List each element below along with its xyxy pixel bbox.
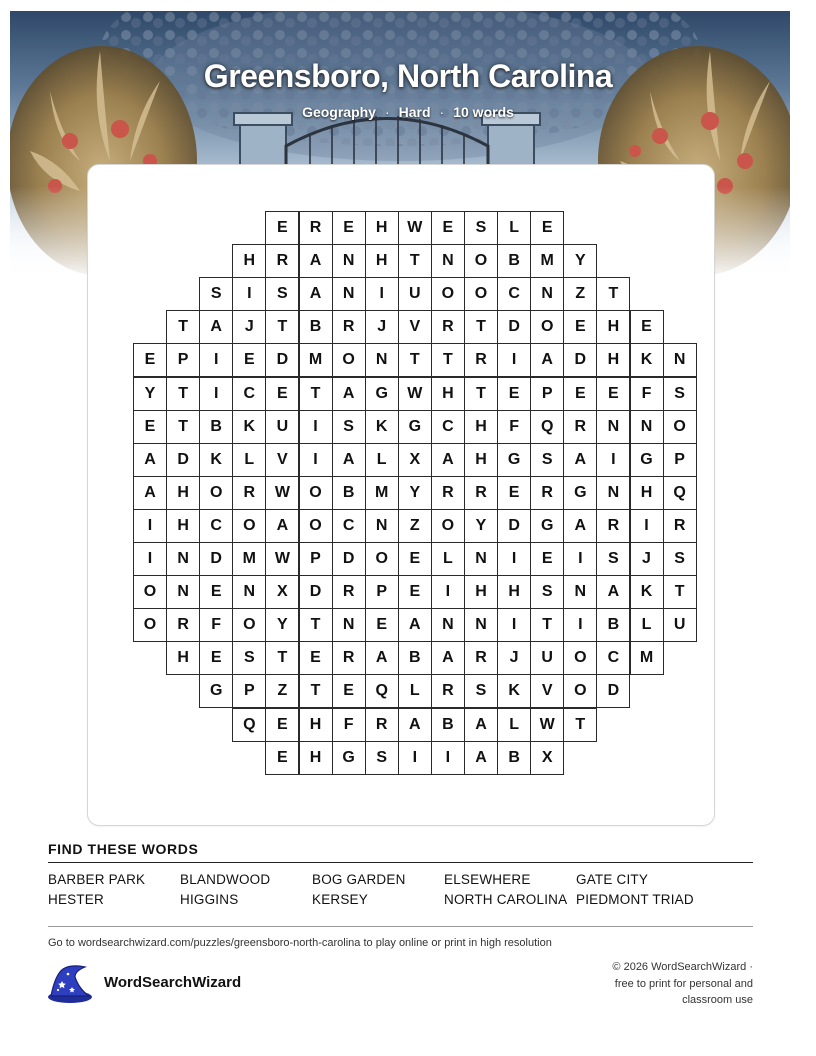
copyright-line: © 2026 WordSearchWizard ·	[612, 961, 753, 973]
grid-cell[interactable]: W	[398, 211, 432, 245]
grid-cell[interactable]: H	[464, 443, 498, 477]
meta-separator: ·	[439, 104, 445, 120]
grid-cell[interactable]: E	[497, 377, 531, 411]
grid-cell[interactable]: K	[232, 410, 266, 444]
grid-cell[interactable]: A	[464, 708, 498, 742]
grid-cell[interactable]: I	[232, 277, 266, 311]
grid-cell[interactable]: S	[663, 377, 697, 411]
grid-cell[interactable]: R	[563, 410, 597, 444]
grid-cell[interactable]: K	[630, 575, 664, 609]
grid-cell[interactable]: U	[398, 277, 432, 311]
grid-cell[interactable]: D	[265, 343, 299, 377]
grid-cell[interactable]: E	[232, 343, 266, 377]
grid-cell[interactable]: M	[232, 542, 266, 576]
grid-cell[interactable]: N	[563, 575, 597, 609]
wizard-hat-icon	[45, 963, 95, 1005]
grid-cell[interactable]: E	[199, 575, 233, 609]
grid-cell[interactable]: W	[530, 708, 564, 742]
grid-cell[interactable]: B	[431, 708, 465, 742]
grid-cell[interactable]: P	[166, 343, 200, 377]
grid-cell[interactable]: X	[265, 575, 299, 609]
grid-cell[interactable]: K	[365, 410, 399, 444]
grid-cell[interactable]: V	[265, 443, 299, 477]
grid-cell[interactable]: V	[398, 310, 432, 344]
word-list-item: ELSEWHERE	[444, 872, 531, 887]
grid-cell[interactable]: A	[464, 741, 498, 775]
grid-cell[interactable]: D	[199, 542, 233, 576]
grid-cell[interactable]: I	[630, 509, 664, 543]
grid-cell[interactable]: E	[398, 575, 432, 609]
grid-cell[interactable]: F	[332, 708, 366, 742]
grid-cell[interactable]: T	[166, 377, 200, 411]
grid-cell[interactable]: D	[497, 509, 531, 543]
grid-cell[interactable]: S	[530, 575, 564, 609]
grid-cell[interactable]: T	[299, 377, 333, 411]
grid-cell[interactable]: R	[431, 310, 465, 344]
grid-cell[interactable]: E	[596, 377, 630, 411]
grid-cell[interactable]: R	[431, 674, 465, 708]
grid-cell[interactable]: S	[464, 211, 498, 245]
grid-cell[interactable]: Q	[232, 708, 266, 742]
meta-separator: ·	[384, 104, 390, 120]
grid-cell[interactable]: I	[199, 377, 233, 411]
grid-cell[interactable]: N	[166, 542, 200, 576]
grid-cell[interactable]: G	[365, 377, 399, 411]
grid-cell[interactable]: L	[630, 608, 664, 642]
grid-cell[interactable]: O	[232, 509, 266, 543]
grid-cell[interactable]: H	[497, 575, 531, 609]
grid-cell[interactable]: G	[630, 443, 664, 477]
grid-cell[interactable]: A	[299, 277, 333, 311]
grid-cell[interactable]: J	[630, 542, 664, 576]
grid-cell[interactable]: I	[133, 509, 167, 543]
grid-cell[interactable]: A	[265, 509, 299, 543]
grid-cell[interactable]: L	[431, 542, 465, 576]
word-list-heading: FIND THESE WORDS	[48, 841, 199, 857]
grid-cell[interactable]: F	[199, 608, 233, 642]
grid-cell[interactable]: A	[332, 443, 366, 477]
grid-cell[interactable]: H	[596, 310, 630, 344]
grid-cell[interactable]: B	[497, 244, 531, 278]
grid-cell[interactable]: G	[563, 476, 597, 510]
grid-cell[interactable]: T	[299, 674, 333, 708]
grid-cell[interactable]: O	[199, 476, 233, 510]
grid-cell[interactable]: H	[596, 343, 630, 377]
grid-cell[interactable]: H	[299, 741, 333, 775]
grid-cell[interactable]: B	[497, 741, 531, 775]
grid-cell[interactable]: E	[630, 310, 664, 344]
grid-cell[interactable]: N	[596, 476, 630, 510]
grid-cell[interactable]: C	[199, 509, 233, 543]
grid-cell[interactable]: Y	[133, 377, 167, 411]
grid-cell[interactable]: B	[596, 608, 630, 642]
grid-cell[interactable]: T	[166, 310, 200, 344]
grid-cell[interactable]: O	[133, 608, 167, 642]
grid-cell[interactable]: A	[596, 575, 630, 609]
grid-cell[interactable]: R	[464, 476, 498, 510]
grid-cell[interactable]: U	[663, 608, 697, 642]
grid-cell[interactable]: G	[398, 410, 432, 444]
grid-cell[interactable]: S	[199, 277, 233, 311]
grid-cell[interactable]: A	[563, 509, 597, 543]
grid-cell[interactable]: C	[431, 410, 465, 444]
grid-cell[interactable]: N	[332, 244, 366, 278]
grid-cell[interactable]: B	[199, 410, 233, 444]
grid-cell[interactable]: R	[596, 509, 630, 543]
grid-cell[interactable]: E	[530, 542, 564, 576]
grid-cell[interactable]: M	[299, 343, 333, 377]
grid-cell[interactable]: N	[232, 575, 266, 609]
grid-cell[interactable]: I	[431, 741, 465, 775]
grid-cell[interactable]: O	[232, 608, 266, 642]
grid-cell[interactable]: N	[464, 608, 498, 642]
grid-cell[interactable]: N	[663, 343, 697, 377]
grid-cell[interactable]: T	[563, 708, 597, 742]
grid-cell[interactable]: N	[332, 608, 366, 642]
grid-cell[interactable]: R	[464, 641, 498, 675]
brand-name: WordSearchWizard	[104, 974, 242, 991]
grid-cell[interactable]: T	[596, 277, 630, 311]
grid-cell[interactable]: B	[398, 641, 432, 675]
grid-cell[interactable]: P	[232, 674, 266, 708]
grid-cell[interactable]: A	[133, 443, 167, 477]
footer-url-text: Go to wordsearchwizard.com/puzzles/greensboro-north-carolina to play online or print in high resolution	[48, 937, 552, 949]
grid-cell[interactable]: O	[530, 310, 564, 344]
grid-cell[interactable]: B	[332, 476, 366, 510]
grid-cell[interactable]: E	[265, 741, 299, 775]
grid-cell[interactable]: T	[464, 310, 498, 344]
grid-cell[interactable]: Z	[398, 509, 432, 543]
grid-cell[interactable]: E	[431, 211, 465, 245]
grid-cell[interactable]: E	[133, 410, 167, 444]
grid-cell[interactable]: O	[431, 509, 465, 543]
grid-cell[interactable]: R	[663, 509, 697, 543]
grid-cell[interactable]: L	[497, 211, 531, 245]
grid-cell[interactable]: E	[563, 310, 597, 344]
grid-cell[interactable]: Q	[365, 674, 399, 708]
word-list-item: KERSEY	[312, 892, 368, 907]
grid-cell[interactable]: T	[663, 575, 697, 609]
grid-cell[interactable]: L	[497, 708, 531, 742]
grid-cell[interactable]: A	[431, 443, 465, 477]
grid-cell[interactable]: S	[530, 443, 564, 477]
grid-cell[interactable]: O	[299, 509, 333, 543]
grid-cell[interactable]: J	[365, 310, 399, 344]
grid-cell[interactable]: N	[431, 244, 465, 278]
divider	[48, 926, 753, 927]
grid-cell[interactable]: O	[365, 542, 399, 576]
grid-cell[interactable]: E	[563, 377, 597, 411]
grid-cell[interactable]: O	[133, 575, 167, 609]
grid-cell[interactable]: E	[398, 542, 432, 576]
grid-cell[interactable]: N	[332, 277, 366, 311]
grid-cell[interactable]: O	[563, 674, 597, 708]
grid-cell[interactable]: D	[299, 575, 333, 609]
grid-cell[interactable]: H	[464, 410, 498, 444]
grid-cell[interactable]: M	[630, 641, 664, 675]
grid-cell[interactable]: U	[530, 641, 564, 675]
grid-cell[interactable]: T	[265, 641, 299, 675]
grid-cell[interactable]: N	[464, 542, 498, 576]
grid-cell[interactable]: R	[332, 310, 366, 344]
grid-cell[interactable]: H	[166, 509, 200, 543]
grid-cell[interactable]: I	[365, 277, 399, 311]
grid-cell[interactable]: O	[299, 476, 333, 510]
grid-cell[interactable]: V	[530, 674, 564, 708]
grid-cell[interactable]: G	[199, 674, 233, 708]
grid-cell[interactable]: F	[630, 377, 664, 411]
grid-cell[interactable]: P	[299, 542, 333, 576]
grid-cell[interactable]: R	[332, 641, 366, 675]
puzzle-meta	[0, 104, 816, 120]
grid-cell[interactable]: A	[563, 443, 597, 477]
grid-cell[interactable]: I	[497, 608, 531, 642]
grid-cell[interactable]: T	[265, 310, 299, 344]
grid-cell[interactable]: G	[530, 509, 564, 543]
grid-cell[interactable]: Z	[265, 674, 299, 708]
grid-cell[interactable]: E	[133, 343, 167, 377]
grid-cell[interactable]: Y	[464, 509, 498, 543]
grid-cell[interactable]: O	[464, 277, 498, 311]
grid-cell[interactable]: E	[332, 211, 366, 245]
grid-cell[interactable]: Y	[563, 244, 597, 278]
grid-cell[interactable]: I	[199, 343, 233, 377]
grid-cell[interactable]: A	[530, 343, 564, 377]
word-list-item: NORTH CAROLINA	[444, 892, 568, 907]
grid-cell[interactable]: P	[530, 377, 564, 411]
grid-cell[interactable]: U	[265, 410, 299, 444]
grid-cell[interactable]: T	[464, 377, 498, 411]
grid-cell[interactable]: Q	[663, 476, 697, 510]
grid-cell[interactable]: Y	[398, 476, 432, 510]
grid-cell[interactable]: N	[365, 343, 399, 377]
copyright-line: classroom use	[682, 994, 753, 1006]
grid-cell[interactable]: S	[596, 542, 630, 576]
grid-cell[interactable]: D	[166, 443, 200, 477]
grid-cell[interactable]: K	[199, 443, 233, 477]
grid-cell[interactable]: R	[464, 343, 498, 377]
grid-cell[interactable]: I	[431, 575, 465, 609]
grid-cell[interactable]: H	[299, 708, 333, 742]
grid-cell[interactable]: C	[497, 277, 531, 311]
grid-cell[interactable]: M	[530, 244, 564, 278]
grid-cell[interactable]: H	[365, 244, 399, 278]
grid-cell[interactable]: L	[232, 443, 266, 477]
grid-cell[interactable]: R	[232, 476, 266, 510]
copyright-line: free to print for personal and	[614, 977, 753, 990]
word-list-item: GATE CITY	[576, 872, 649, 887]
grid-cell[interactable]: D	[563, 343, 597, 377]
grid-cell[interactable]: E	[199, 641, 233, 675]
grid-cell[interactable]: E	[265, 377, 299, 411]
grid-cell[interactable]: Z	[563, 277, 597, 311]
grid-cell[interactable]: F	[497, 410, 531, 444]
grid-cell[interactable]: N	[630, 410, 664, 444]
grid-cell[interactable]: K	[630, 343, 664, 377]
grid-cell[interactable]: I	[299, 443, 333, 477]
grid-cell[interactable]: E	[299, 641, 333, 675]
grid-cell[interactable]: A	[199, 310, 233, 344]
divider	[48, 862, 753, 863]
grid-cell[interactable]: W	[265, 542, 299, 576]
grid-cell[interactable]: P	[663, 443, 697, 477]
grid-cell[interactable]: C	[596, 641, 630, 675]
grid-cell[interactable]: H	[464, 575, 498, 609]
grid-cell[interactable]: N	[596, 410, 630, 444]
grid-cell[interactable]: I	[596, 443, 630, 477]
grid-cell[interactable]: P	[365, 575, 399, 609]
grid-cell[interactable]: S	[332, 410, 366, 444]
grid-cell[interactable]: T	[166, 410, 200, 444]
grid-cell[interactable]: H	[166, 641, 200, 675]
grid-cell[interactable]: N	[431, 608, 465, 642]
grid-cell[interactable]: L	[365, 443, 399, 477]
grid-cell[interactable]: O	[332, 343, 366, 377]
grid-cell[interactable]: Q	[530, 410, 564, 444]
grid-cell[interactable]: R	[332, 575, 366, 609]
word-list-item: PIEDMONT TRIAD	[576, 892, 694, 907]
grid-cell[interactable]: H	[365, 211, 399, 245]
grid-cell[interactable]: N	[166, 575, 200, 609]
grid-cell[interactable]: H	[166, 476, 200, 510]
grid-cell[interactable]: S	[365, 741, 399, 775]
grid-cell[interactable]: T	[398, 343, 432, 377]
grid-cell[interactable]: T	[530, 608, 564, 642]
grid-cell[interactable]: S	[464, 674, 498, 708]
grid-cell[interactable]: T	[398, 244, 432, 278]
grid-cell[interactable]: A	[133, 476, 167, 510]
grid-cell[interactable]: D	[596, 674, 630, 708]
word-list-item: HIGGINS	[180, 892, 239, 907]
grid-cell[interactable]: D	[332, 542, 366, 576]
grid-cell[interactable]: R	[166, 608, 200, 642]
grid-cell[interactable]: I	[299, 410, 333, 444]
grid-cell[interactable]: G	[332, 741, 366, 775]
word-list-item: BLANDWOOD	[180, 872, 271, 887]
grid-cell[interactable]: S	[265, 277, 299, 311]
grid-cell[interactable]: I	[563, 542, 597, 576]
word-list-item: HESTER	[48, 892, 104, 907]
grid-cell[interactable]: O	[431, 277, 465, 311]
grid-cell[interactable]: K	[497, 674, 531, 708]
grid-cell[interactable]: I	[563, 608, 597, 642]
grid-cell[interactable]: H	[431, 377, 465, 411]
grid-cell[interactable]: A	[299, 244, 333, 278]
grid-cell[interactable]: E	[332, 674, 366, 708]
grid-cell[interactable]: E	[265, 708, 299, 742]
grid-cell[interactable]: A	[431, 641, 465, 675]
grid-cell[interactable]: R	[265, 244, 299, 278]
grid-cell[interactable]: X	[398, 443, 432, 477]
grid-cell[interactable]: E	[497, 476, 531, 510]
grid-cell[interactable]: Y	[265, 608, 299, 642]
word-list-item: BARBER PARK	[48, 872, 146, 887]
grid-cell[interactable]: T	[299, 608, 333, 642]
grid-cell[interactable]: C	[332, 509, 366, 543]
grid-cell[interactable]: X	[530, 741, 564, 775]
grid-cell[interactable]: I	[497, 343, 531, 377]
grid-cell[interactable]: S	[663, 542, 697, 576]
grid-cell[interactable]: E	[365, 608, 399, 642]
grid-cell[interactable]: I	[133, 542, 167, 576]
grid-cell[interactable]: J	[232, 310, 266, 344]
grid-cell[interactable]: E	[530, 211, 564, 245]
grid-cell[interactable]: W	[265, 476, 299, 510]
grid-cell[interactable]: A	[398, 708, 432, 742]
grid-cell[interactable]: A	[398, 608, 432, 642]
grid-cell[interactable]: S	[232, 641, 266, 675]
grid-cell[interactable]: R	[530, 476, 564, 510]
grid-cell[interactable]: J	[497, 641, 531, 675]
grid-cell[interactable]: I	[398, 741, 432, 775]
grid-cell[interactable]: T	[431, 343, 465, 377]
grid-cell[interactable]: B	[299, 310, 333, 344]
difficulty-label: Hard	[398, 104, 431, 120]
word-list-item: BOG GARDEN	[312, 872, 406, 887]
grid-cell[interactable]: O	[563, 641, 597, 675]
grid-cell[interactable]: H	[232, 244, 266, 278]
grid-cell[interactable]: R	[365, 708, 399, 742]
grid-cell[interactable]: R	[431, 476, 465, 510]
puzzle-title: Greensboro, North Carolina	[203, 58, 613, 94]
word-count-label: 10 words	[453, 104, 514, 120]
copyright-notice	[583, 959, 753, 1009]
grid-cell[interactable]: D	[497, 310, 531, 344]
grid-cell[interactable]: N	[530, 277, 564, 311]
category-label: Geography	[302, 104, 376, 120]
grid-cell[interactable]: O	[663, 410, 697, 444]
grid-cell[interactable]: C	[232, 377, 266, 411]
grid-cell[interactable]: E	[265, 211, 299, 245]
grid-cell[interactable]: A	[365, 641, 399, 675]
grid-cell[interactable]: L	[398, 674, 432, 708]
grid-cell[interactable]: M	[365, 476, 399, 510]
grid-cell[interactable]: R	[299, 211, 333, 245]
grid-cell[interactable]: O	[464, 244, 498, 278]
grid-cell[interactable]: H	[630, 476, 664, 510]
grid-cell[interactable]: A	[332, 377, 366, 411]
grid-cell[interactable]: G	[497, 443, 531, 477]
grid-cell[interactable]: I	[497, 542, 531, 576]
grid-cell[interactable]: N	[365, 509, 399, 543]
grid-cell[interactable]: W	[398, 377, 432, 411]
